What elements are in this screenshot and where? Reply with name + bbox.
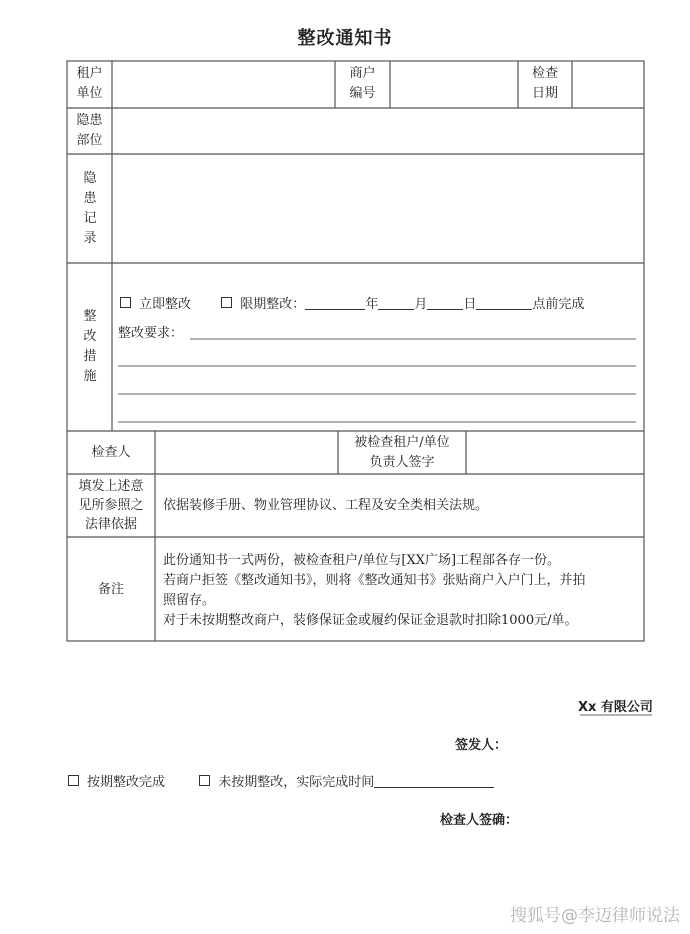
year-blank[interactable] [305, 295, 365, 310]
inspector-field[interactable] [156, 432, 337, 473]
on-time-checkbox[interactable] [68, 775, 79, 786]
remark-line-1: 此份通知书一式两份，被检查租户/单位与[XX广场]工程部各存一份。 [163, 553, 561, 568]
requirement-field[interactable] [190, 322, 636, 340]
requirement-label: 整改要求： [118, 326, 184, 341]
check-date-field[interactable] [573, 62, 643, 107]
inspector-label: 检查人 [91, 445, 131, 460]
remark-line-2: 若商户拒签《整改通知书》，则将《整改通知书》张贴商户入户门上，并拍 [163, 573, 586, 588]
watermark: 搜狐号@李迈律师说法 [510, 906, 680, 926]
month-blank[interactable] [378, 295, 414, 310]
before-complete-label: 点前完成 [532, 297, 585, 312]
hazard-record-field[interactable] [113, 155, 643, 262]
hazard-record-label: 隐患记录 [83, 171, 97, 246]
actual-completion-time-blank[interactable] [374, 773, 494, 788]
legal-basis-text: 依据装修手册、物业管理协议、工程及安全类相关法规。 [163, 498, 489, 513]
day-blank[interactable] [427, 295, 463, 310]
late-checkbox[interactable] [199, 775, 210, 786]
completion-status-line [68, 773, 494, 793]
immediate-checkbox[interactable] [120, 297, 131, 308]
measures-label: 整改措施 [83, 309, 97, 384]
remark-line-3: 照留存。 [163, 593, 216, 608]
hazard-location-label: 隐患 部位 [76, 113, 103, 148]
check-date-label: 检查 日期 [531, 66, 558, 101]
legal-basis-label: 填发上述意 见所参照之 法律依据 [78, 479, 144, 532]
hour-blank[interactable] [476, 295, 532, 310]
company-name: Xx 有限公司 [578, 700, 653, 715]
deadline-line [120, 295, 584, 315]
deadline-checkbox[interactable] [221, 297, 232, 308]
on-time-label: 按期整改完成 [87, 775, 166, 790]
shop-number-field[interactable] [391, 62, 517, 107]
day-label: 日 [463, 297, 477, 312]
tenant-unit-field[interactable] [113, 62, 334, 107]
late-label: 未按期整改，实际完成时间 [218, 775, 375, 790]
tenant-signature-label: 被检查租户/单位 负责人签字 [354, 435, 450, 470]
inspector-sign-label: 检查人签确： [440, 813, 519, 828]
tenant-unit-label: 租户 单位 [76, 66, 103, 101]
month-label: 月 [414, 297, 428, 312]
document-title: 整改通知书 [297, 28, 393, 49]
immediate-option-label: 立即整改 [139, 297, 192, 312]
issuer-label: 签发人： [455, 738, 508, 753]
remark-label: 备注 [97, 582, 124, 597]
shop-number-label: 商户 编号 [349, 66, 376, 101]
remark-line-4: 对于未按期整改商户，装修保证金或履约保证金退款时扣除1000元/单。 [163, 613, 578, 628]
tenant-signature-field[interactable] [467, 432, 643, 473]
deadline-option-label: 限期整改： [240, 297, 306, 312]
hazard-location-field[interactable] [113, 109, 643, 153]
year-label: 年 [365, 297, 379, 312]
